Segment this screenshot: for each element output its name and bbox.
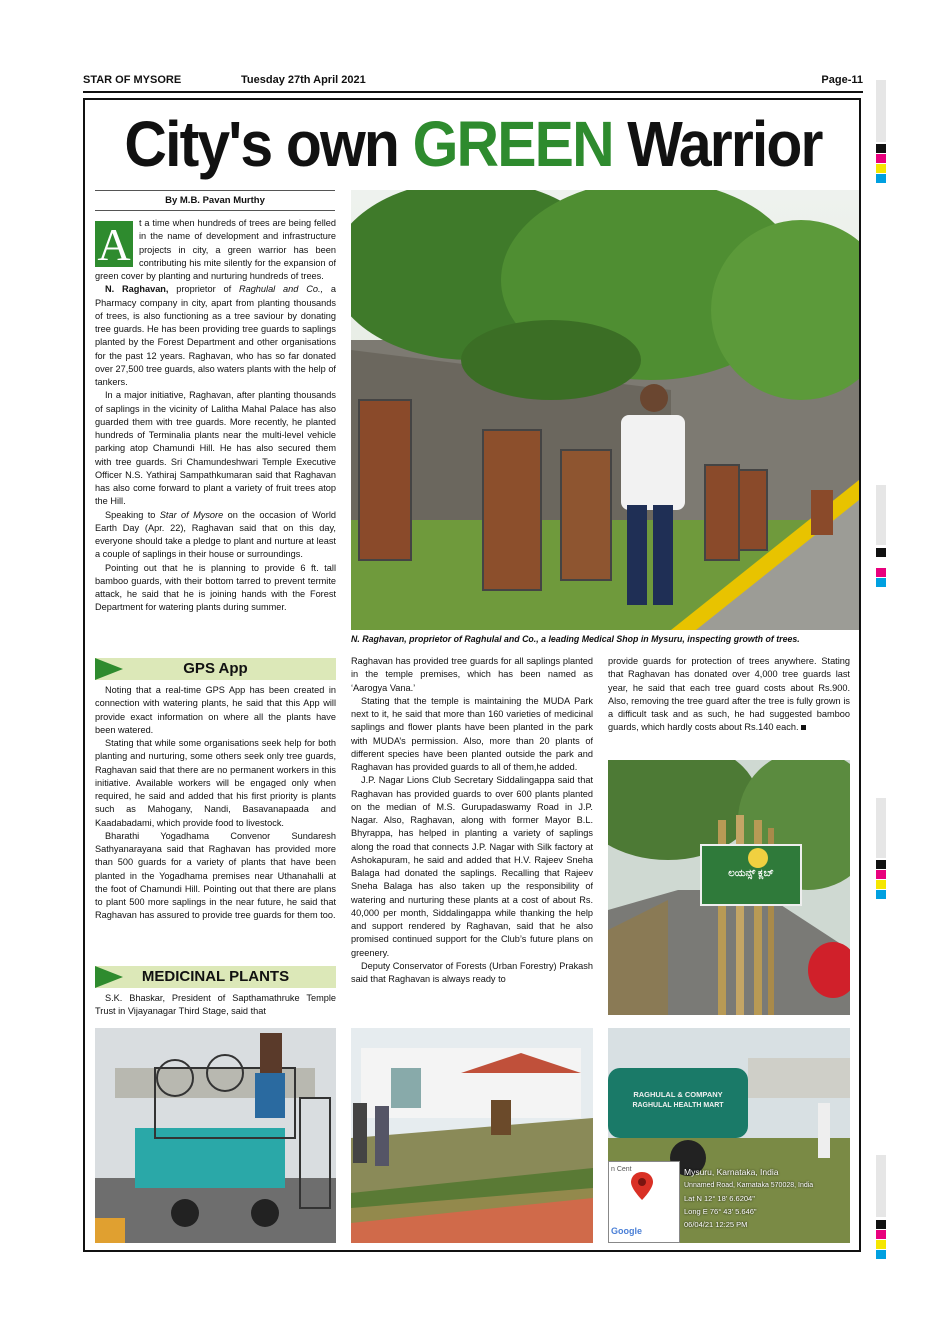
gps-map-thumbnail (608, 1161, 680, 1243)
paragraph-gps: Noting that a real-time GPS App has been created in connection with watering plants, he said that this App will provide exact information on where all the plants have been watered. (95, 685, 336, 735)
column-1-middle (95, 684, 336, 962)
medicinal-plants-subhead (95, 966, 336, 988)
paragraph-raghavan (95, 283, 336, 389)
paragraph-yogadhama: Bharathi Yogadhama Convenor Sundaresh Sathyanarayana said that Raghavan has provided more than 500 guards for a variety of plants that have been planted in the Yogadhama premises near Uthanahalli at the foot of Chamundi Hill. Pointing out that there are plans to plant 500 more saplings in the near future, he said that Raghavan has assured to provide tree guards for them too. (95, 830, 336, 921)
tanker-label-2: RAGHULAL HEALTH MART (632, 1102, 724, 1109)
google-logo: Google (611, 1226, 642, 1236)
paragraph-tree-guards-cost (608, 655, 850, 735)
publication-name: STAR OF MYSORE (83, 74, 182, 86)
medicinal-heading-text: MEDICINAL PLANTS (141, 968, 290, 985)
gps-overlay (684, 1166, 848, 1231)
paragraph-lions-club: J.P. Nagar Lions Club Secretary Siddalingappa said that Raghavan has provided guards to over 600 plants planted on the median of M.S. Gurupadaswamy Road in J.P. Nagar. Also, Raghavan, along with former Mayor B.L. Bhyrappa, has helped in planting a variety of saplings along the road that connects J.P. Nagar with Silk factory at Ashokapuram, he said and added that H.V. Rajeev Sneha Balaga had donated the saplings. Recalling that Rajeev Sneha Balaga has also taken up the responsibility of watering and nurturing these plants at a cost of about Rs. 40,000 per month, Siddalingappa while thanking the help and support rendered by Raghavan, said that he also promised continued support for the Club’s future plans on greenery. (351, 775, 593, 958)
gps-longitude: Long E 76° 43' 5.646" (684, 1207, 757, 1216)
issue-date: Tuesday 27th April 2021 (241, 74, 366, 86)
temple-park-photo-illustration (351, 1028, 593, 1243)
p4-newspaper: Star of Mysore (159, 509, 224, 520)
main-photo-caption: N. Raghavan, proprietor of Raghulal and Co., a leading Medical Shop in Mysuru, inspecting growth of trees. (351, 634, 800, 644)
truck-photo (95, 1028, 336, 1243)
subhead-triangle-icon (95, 658, 123, 680)
column-1-top (95, 217, 336, 655)
paragraph-workers: Stating that while some organisations seek help for both planting and nurturing, some others seek only tree guards, Raghavan said that there are no permanent workers in this initiative. Available workers will be engaged only when required, he said and added that his first priority is plants such as Mahogany, Nandi, Basavanapaada and Kaadabadami, which provide food to livestock. (95, 738, 336, 828)
byline-rule-bottom (95, 210, 335, 211)
map-label: n Cent (611, 1166, 632, 1173)
tanker-label-1: RAGHULAL & COMPANY (633, 1090, 723, 1099)
p2-text-a: proprietor of (168, 284, 239, 295)
raghavan-name: N. Raghavan, (105, 284, 169, 295)
p14-text: provide guards for protection of trees anywhere. Stating that Raghavan has donated over 4,000 tree guards last year, he said that each tree guard costs about Rs.900. Also, removing the tree guard after the tree is fully grown is a difficult task and as such, he had suggested bamboo guards, which hardly costs about Rs.140 each. (608, 656, 850, 733)
paragraph-bamboo: Pointing out that he is planning to provide 6 ft. tall bamboo guards, with their bottom tarred to prevent termite attack, he said that he is joining hands with the Forest Department for watering plants during summer. (95, 562, 336, 613)
paragraph-muda-park: Stating that the temple is maintaining the MUDA Park next to it, he said that more than 160 varieties of medicinal saplings and flower plants have been planted in the park with MUDA’s permission. Also, more than 20 plants of different species have been planted outside the park and Raghavan has provided guards to all of them,he added. (351, 695, 593, 772)
column-1-bottom (95, 992, 336, 1022)
main-photo (351, 190, 859, 630)
gps-app-subhead (95, 658, 336, 680)
byline-rule-top (95, 190, 335, 191)
temple-park-photo (351, 1028, 593, 1243)
paragraph-intro: t a time when hundreds of trees are being felled in the name of development and infrastructure projects in city, a green warrior has been contributing his mite silently for the expansion of green cover by planting and nurturing hundreds of trees. (95, 218, 336, 281)
headline-part3: Warrior (612, 108, 822, 180)
paragraph-initiative: In a major initiative, Raghavan, after planting thousands of saplings in the vicinity of Lalitha Mahal Palace has also guarded them with tree guards. More recently, he planted hundreds of Terminalia plants near the multi-level vehicle parking atop Chamundi Hill. He has also secured them with tree guards. Sri Chamundeshwari Temple Executive Officer N.S. Yathiraj Sampathkumaran said that Raghavan has also come forward to plant a variety of fruit trees atop the Hill. (95, 390, 336, 507)
headline-part1: City's own (124, 108, 413, 180)
column-2 (351, 655, 593, 1020)
gps-latitude: Lat N 12° 18' 6.6204" (684, 1194, 755, 1203)
byline: By M.B. Pavan Murthy (165, 195, 265, 206)
headline (116, 104, 830, 184)
end-mark-icon (801, 725, 806, 730)
p4-text-b: on the occasion of World Earth Day (Apr. 22), Raghavan said that on this day, everyone should take a pledge to plant and nurture at least a couple of saplings in their house or surroundings. (95, 509, 336, 560)
p2-text-b: a Pharmacy company in city, apart from planting thousands of trees, is also functioning as a tree saviour by donating tree guards. He has been providing tree guards to saplings planted by the Forest Department and other organisations for the past 12 years. Raghavan, who has so far donated over 27,500 tree guards, also waters plants with the help of tankers. (95, 284, 336, 387)
lions-club-photo (608, 760, 850, 1015)
p4-text-a: Speaking to (105, 509, 160, 520)
paragraph-earth-day (95, 509, 336, 562)
page-number: Page-11 (821, 74, 863, 86)
headline-green-word: GREEN (412, 108, 613, 180)
drop-cap: A (95, 221, 133, 267)
paragraph-forests: Deputy Conservator of Forests (Urban Forestry) Prakash said that Raghavan is always ready to (351, 960, 593, 984)
main-photo-illustration (351, 190, 859, 630)
gps-heading-text: GPS App (183, 660, 248, 677)
gps-address: Unnamed Road, Karnataka 570028, India (684, 1182, 814, 1189)
paragraph-aarogya-vana: Raghavan has provided tree guards for all saplings planted in the temple premises, which has been named as ‘Aarogya Vana.’ (351, 656, 593, 693)
gps-city: Mysuru, Karnataka, India (684, 1167, 779, 1177)
company-name: Raghulal and Co., (238, 284, 324, 295)
lions-club-photo-illustration (608, 760, 850, 1015)
column-3 (608, 655, 850, 755)
tanker-photo (608, 1028, 850, 1243)
masthead (83, 74, 863, 90)
gps-timestamp: 06/04/21 12:25 PM (684, 1220, 748, 1229)
lions-sign-text: ಲಯನ್ಸ್ ಕ್ಲಬ್ (728, 868, 774, 879)
truck-photo-illustration (95, 1028, 336, 1243)
paragraph-bhaskar: S.K. Bhaskar, President of Sapthamathruke Temple Trust in Vijayanagar Third Stage, said that (95, 993, 336, 1017)
subhead-triangle-icon (95, 966, 123, 988)
masthead-rule (83, 91, 863, 93)
